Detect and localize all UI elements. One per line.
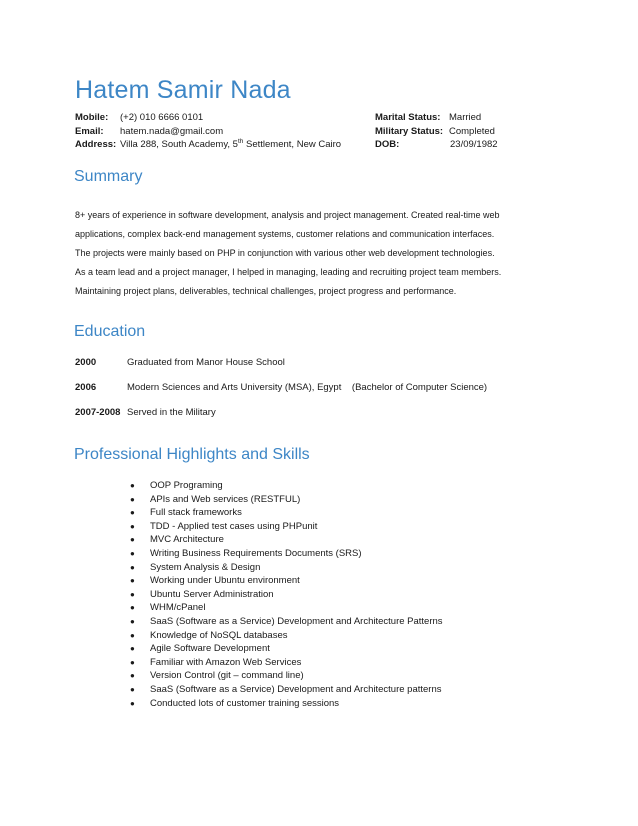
summary-heading: Summary bbox=[74, 168, 143, 185]
skill-text: Agile Software Development bbox=[150, 643, 270, 655]
skills-heading: Professional Highlights and Skills bbox=[74, 446, 310, 463]
skill-item bbox=[130, 479, 443, 493]
skill-item bbox=[130, 697, 443, 711]
skill-item bbox=[130, 588, 443, 602]
bullet-icon: ● bbox=[130, 671, 135, 681]
skill-text: Full stack frameworks bbox=[150, 507, 242, 519]
skill-item bbox=[130, 601, 443, 615]
mobile-label: Mobile: bbox=[75, 112, 109, 123]
skill-item bbox=[130, 683, 443, 697]
skill-item bbox=[130, 533, 443, 547]
skill-text: Ubuntu Server Administration bbox=[150, 588, 274, 600]
bullet-icon: ● bbox=[130, 698, 135, 708]
skill-item bbox=[130, 574, 443, 588]
skill-item bbox=[130, 669, 443, 683]
bullet-icon: ● bbox=[130, 521, 135, 531]
skill-text: Conducted lots of customer training sessions bbox=[150, 697, 340, 709]
bullet-icon: ● bbox=[130, 657, 135, 667]
bullet-icon: ● bbox=[130, 481, 135, 490]
summary-line: The projects were mainly based on PHP in conjunction with various other web development technologies. bbox=[75, 248, 495, 258]
summary-line: Maintaining project plans, deliverables, technical challenges, project progress and performance. bbox=[75, 286, 457, 296]
address-value bbox=[120, 139, 341, 150]
address-ordinal-suffix: th bbox=[237, 138, 244, 146]
bullet-icon: ● bbox=[130, 494, 135, 504]
military-value: Completed bbox=[449, 125, 495, 137]
bullet-icon: ● bbox=[130, 603, 135, 613]
email-label: Email: bbox=[75, 125, 104, 137]
skill-item bbox=[130, 561, 443, 575]
skill-text: Version Control (git – command line) bbox=[150, 670, 304, 682]
summary-line: 8+ years of experience in software development, analysis and project management. Created real-time web bbox=[75, 210, 500, 220]
education-entry bbox=[75, 357, 285, 368]
summary-line: applications, complex back-end management systems, customer relations and communication interfaces. bbox=[75, 229, 495, 239]
skill-item bbox=[130, 642, 443, 656]
address-value-start: Villa 288, South Academy, 5 bbox=[120, 139, 238, 151]
summary-line: As a team lead and a project manager, I helped in managing, leading and recruiting project team members. bbox=[75, 267, 502, 277]
marital-row bbox=[375, 111, 498, 125]
personal-block bbox=[375, 111, 498, 152]
skill-item bbox=[130, 629, 443, 643]
bullet-icon: ● bbox=[130, 576, 135, 586]
skill-text: OOP Programing bbox=[150, 480, 223, 491]
skill-item bbox=[130, 656, 443, 670]
skills-list bbox=[130, 479, 443, 710]
dob-label: DOB: bbox=[375, 139, 400, 151]
education-year: 2007-2008 bbox=[75, 407, 121, 418]
skill-text: MVC Architecture bbox=[150, 534, 224, 546]
contact-block bbox=[75, 111, 341, 152]
skill-text: Knowledge of NoSQL databases bbox=[150, 629, 288, 641]
education-description: Graduated from Manor House School bbox=[127, 357, 285, 368]
bullet-icon: ● bbox=[130, 644, 135, 654]
bullet-icon: ● bbox=[130, 508, 135, 518]
bullet-icon: ● bbox=[130, 630, 135, 640]
military-label: Military Status: bbox=[375, 125, 444, 137]
summary-text bbox=[75, 206, 565, 301]
candidate-name: Hatem Samir Nada bbox=[75, 76, 291, 104]
bullet-icon: ● bbox=[130, 616, 135, 626]
skill-item bbox=[130, 547, 443, 561]
skill-text: Working under Ubuntu environment bbox=[150, 575, 300, 587]
education-heading: Education bbox=[74, 323, 146, 340]
address-value-end: Settlement, New Cairo bbox=[243, 139, 342, 151]
skill-text: SaaS (Software as a Service) Development and Architecture Patterns bbox=[150, 615, 443, 627]
skill-item bbox=[130, 615, 443, 629]
dob-value: 23/09/1982 bbox=[450, 139, 498, 151]
skill-item bbox=[130, 520, 443, 534]
address-label: Address: bbox=[75, 139, 117, 151]
military-row bbox=[375, 125, 498, 139]
marital-label: Marital Status: bbox=[375, 112, 441, 123]
bullet-icon: ● bbox=[130, 535, 135, 545]
email-value: hatem.nada@gmail.com bbox=[120, 125, 224, 137]
mobile-value: (+2) 010 6666 0101 bbox=[120, 112, 204, 123]
skill-text: SaaS (Software as a Service) Development and Architecture patterns bbox=[150, 683, 442, 695]
education-entry bbox=[75, 407, 216, 418]
skill-item bbox=[130, 506, 443, 520]
skill-text: TDD - Applied test cases using PHPunit bbox=[150, 520, 318, 532]
education-year: 2000 bbox=[75, 357, 97, 368]
dob-row bbox=[375, 138, 498, 152]
skill-text: Writing Business Requirements Documents (SRS) bbox=[150, 547, 362, 559]
email-row bbox=[75, 125, 341, 139]
education-description: Served in the Military bbox=[127, 407, 216, 418]
skill-text: Familiar with Amazon Web Services bbox=[150, 656, 302, 668]
skill-text: APIs and Web services (RESTFUL) bbox=[150, 493, 301, 505]
bullet-icon: ● bbox=[130, 562, 135, 572]
skill-text: System Analysis & Design bbox=[150, 561, 261, 573]
skill-item bbox=[130, 493, 443, 507]
bullet-icon: ● bbox=[130, 684, 135, 694]
bullet-icon: ● bbox=[130, 589, 135, 599]
skill-text: WHM/cPanel bbox=[150, 602, 206, 614]
bullet-icon: ● bbox=[130, 548, 135, 558]
education-description: Modern Sciences and Arts University (MSA), Egypt (Bachelor of Computer Science) bbox=[127, 382, 488, 393]
address-row bbox=[75, 138, 341, 152]
mobile-row bbox=[75, 111, 341, 125]
education-entry bbox=[75, 382, 487, 393]
marital-value: Married bbox=[449, 112, 482, 123]
education-year: 2006 bbox=[75, 382, 97, 393]
